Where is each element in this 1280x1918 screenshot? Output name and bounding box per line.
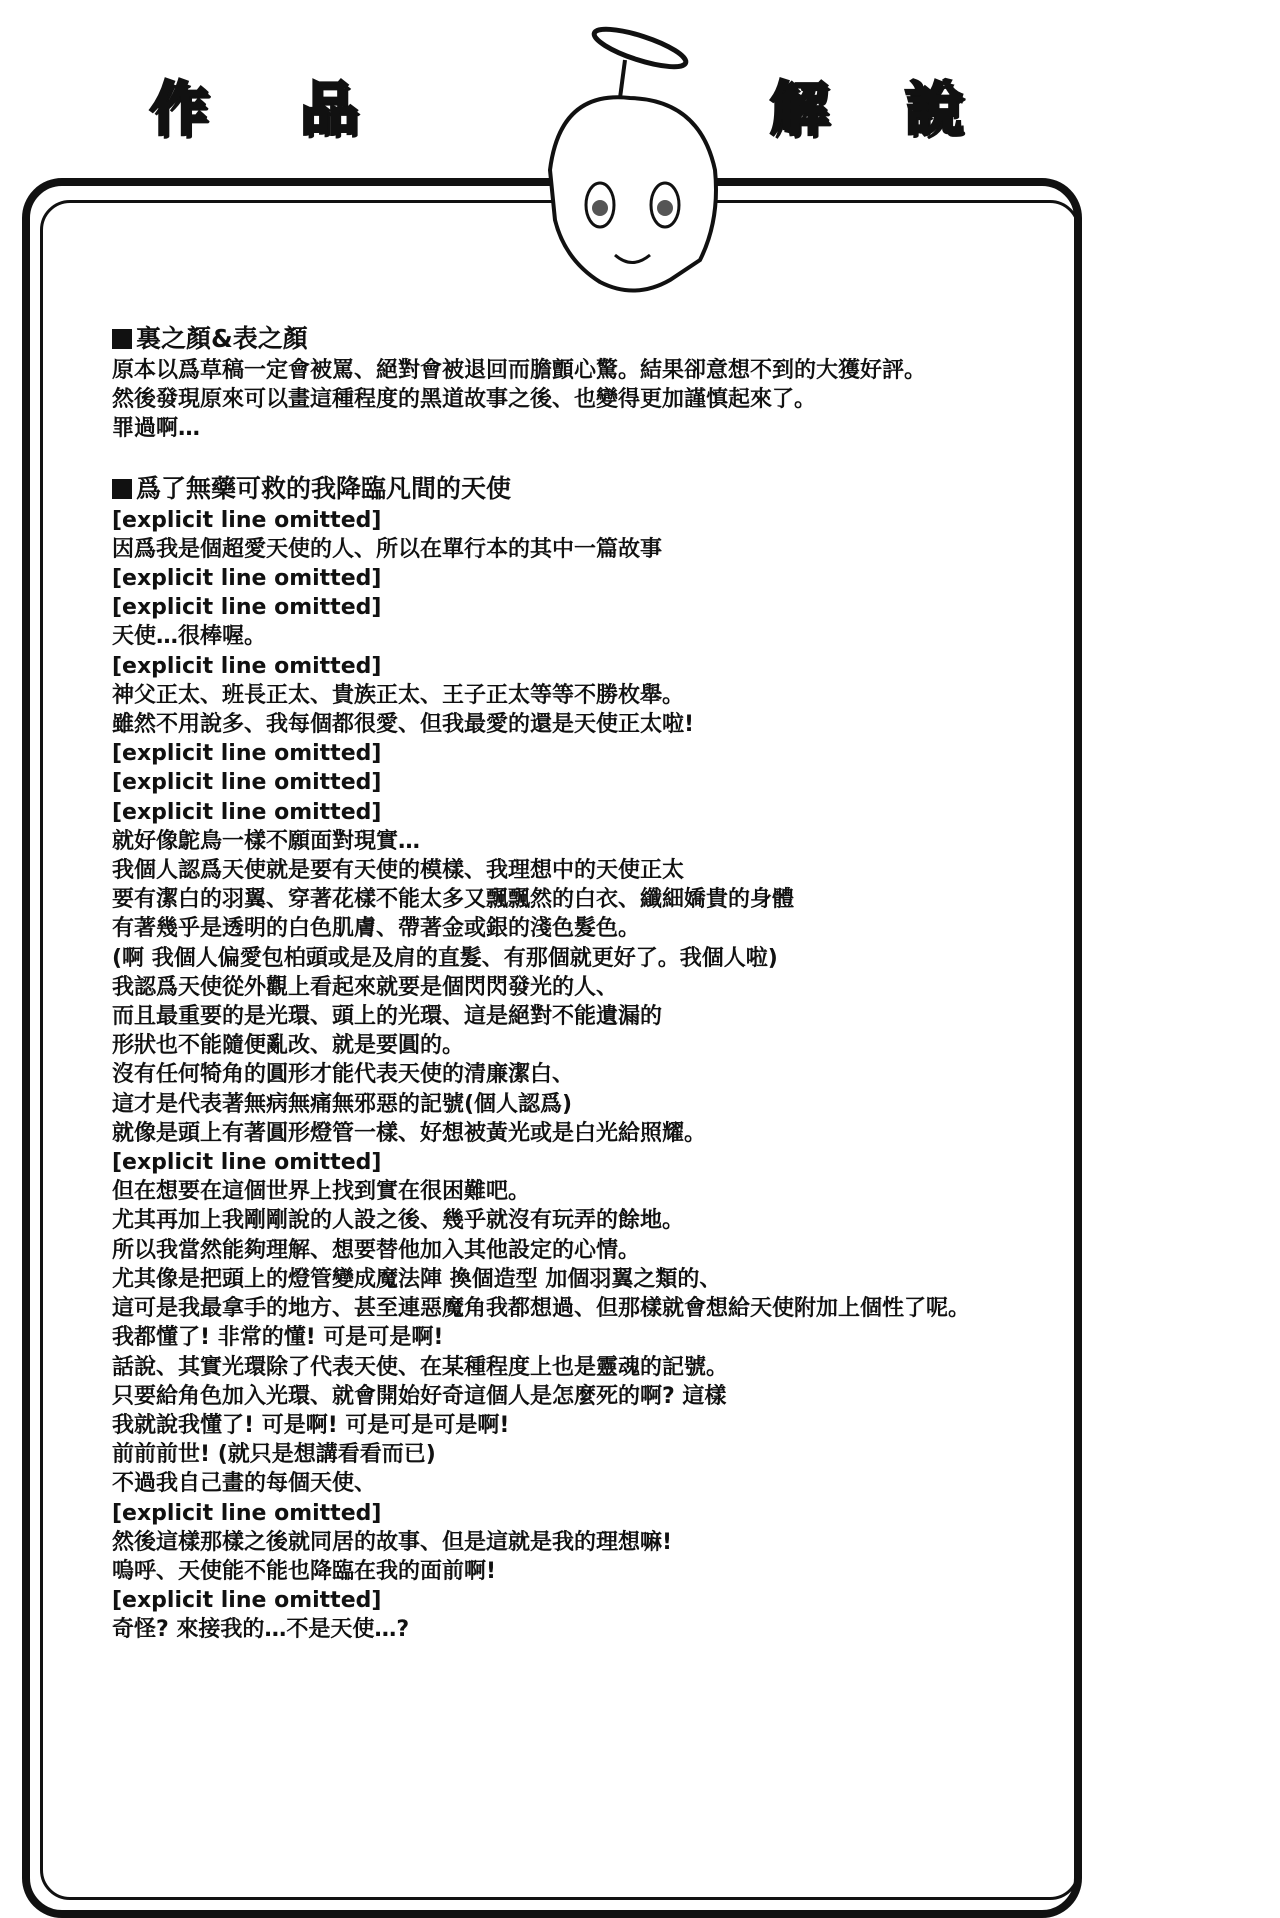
body-line: 所以我當然能夠理解、想要替他加入其他設定的心情。 (112, 1237, 641, 1263)
body-line: 然後這樣那樣之後就同居的故事、但是這就是我的理想嘛! (112, 1529, 673, 1555)
body-line: [explicit line omitted] (112, 741, 382, 767)
body-line: 就好像鴕鳥一樣不願面對現實… (112, 828, 421, 854)
body-line: [explicit line omitted] (112, 1500, 382, 1526)
body-line: 只要給角色加入光環、就會開始好奇這個人是怎麼死的啊? 這樣 (112, 1383, 727, 1409)
body-line: 然後發現原來可以畫這種程度的黑道故事之後、也變得更加謹慎起來了。 (112, 387, 817, 413)
body-line: 我個人認爲天使就是要有天使的模樣、我理想中的天使正太 (112, 858, 685, 884)
body-line: [explicit line omitted] (112, 1150, 382, 1176)
body-line: 我就說我懂了! 可是啊! 可是可是可是啊! (112, 1412, 510, 1438)
title-char-1: 作 (150, 75, 209, 143)
section-1 (112, 322, 1012, 444)
body-line: 這才是代表著無病無痛無邪惡的記號(個人認爲) (112, 1091, 573, 1117)
body-line: 原本以爲草稿一定會被罵、絕對會被退回而膽顫心驚。結果卻意想不到的大獲好評。 (112, 358, 927, 383)
body-line: 有著幾乎是透明的白色肌膚、帶著金或銀的淺色髮色。 (112, 916, 641, 942)
body-line: 不過我自己畫的每個天使、 (112, 1471, 377, 1497)
body-line: [explicit line omitted] (112, 799, 382, 825)
body-line: 話說、其實光環除了代表天使、在某種程度上也是靈魂的記號。 (112, 1354, 729, 1380)
mascot-illustration (520, 20, 740, 310)
body-line: 形狀也不能隨便亂改、就是要圓的。 (112, 1033, 465, 1059)
body-line: 就像是頭上有著圓形燈管一樣、好想被黃光或是白光給照耀。 (112, 1120, 707, 1146)
section-heading (112, 472, 1012, 506)
body-line: 我認爲天使從外觀上看起來就要是個閃閃發光的人、 (112, 974, 619, 1000)
body-line: 前前前世! (就只是想講看看而已) (112, 1442, 436, 1468)
document-body (112, 322, 1012, 1645)
section-2 (112, 472, 1012, 1645)
body-line: 奇怪? 來接我的…不是天使…? (112, 1617, 410, 1643)
body-line: 沒有任何犄角的圓形才能代表天使的清廉潔白、 (112, 1062, 575, 1088)
bullet-square-icon (112, 329, 132, 349)
body-line: [explicit line omitted] (112, 653, 382, 679)
section-heading-text: 爲了無藥可救的我降臨凡間的天使 (136, 473, 512, 503)
title-char-2: 品 (300, 75, 359, 143)
body-line: 尤其像是把頭上的燈管變成魔法陣 換個造型 加個羽翼之類的、 (112, 1266, 722, 1292)
body-line: 因爲我是個超愛天使的人、所以在單行本的其中一篇故事 (112, 536, 663, 562)
body-line: 這可是我最拿手的地方、甚至連惡魔角我都想過、但那樣就會想給天使附加上個性了呢。 (112, 1296, 971, 1322)
body-line: 罪過啊… (112, 416, 201, 442)
title-char-3: 解 (770, 75, 829, 143)
body-line: 雖然不用說多、我每個都很愛、但我最愛的還是天使正太啦! (112, 712, 695, 738)
body-line: 尤其再加上我剛剛說的人設之後、幾乎就沒有玩弄的餘地。 (112, 1208, 685, 1234)
body-line: [explicit line omitted] (112, 770, 382, 796)
body-line: 天使…很棒喔。 (112, 624, 267, 650)
body-line: 而且最重要的是光環、頭上的光環、這是絕對不能遺漏的 (112, 1004, 663, 1030)
body-line: (啊 我個人偏愛包柏頭或是及肩的直髮、有那個就更好了。我個人啦) (112, 945, 778, 971)
body-line: [explicit line omitted] (112, 507, 382, 533)
body-line: [explicit line omitted] (112, 566, 382, 592)
body-line: 嗚呼、天使能不能也降臨在我的面前啊! (112, 1558, 497, 1584)
body-line: 要有潔白的羽翼、穿著花樣不能太多又飄飄然的白衣、纖細嬌貴的身體 (112, 887, 795, 913)
body-line: [explicit line omitted] (112, 1588, 382, 1614)
body-line: 神父正太、班長正太、貴族正太、王子正太等等不勝枚舉。 (112, 682, 685, 708)
body-line: 我都懂了! 非常的懂! 可是可是啊! (112, 1325, 444, 1351)
title-char-4: 說 (905, 75, 964, 143)
bullet-square-icon (112, 479, 132, 499)
body-line: 但在想要在這個世界上找到實在很困難吧。 (112, 1179, 531, 1205)
section-heading (112, 322, 1012, 356)
body-line: [explicit line omitted] (112, 595, 382, 621)
section-heading-text: 裏之顏&表之顏 (136, 324, 308, 353)
